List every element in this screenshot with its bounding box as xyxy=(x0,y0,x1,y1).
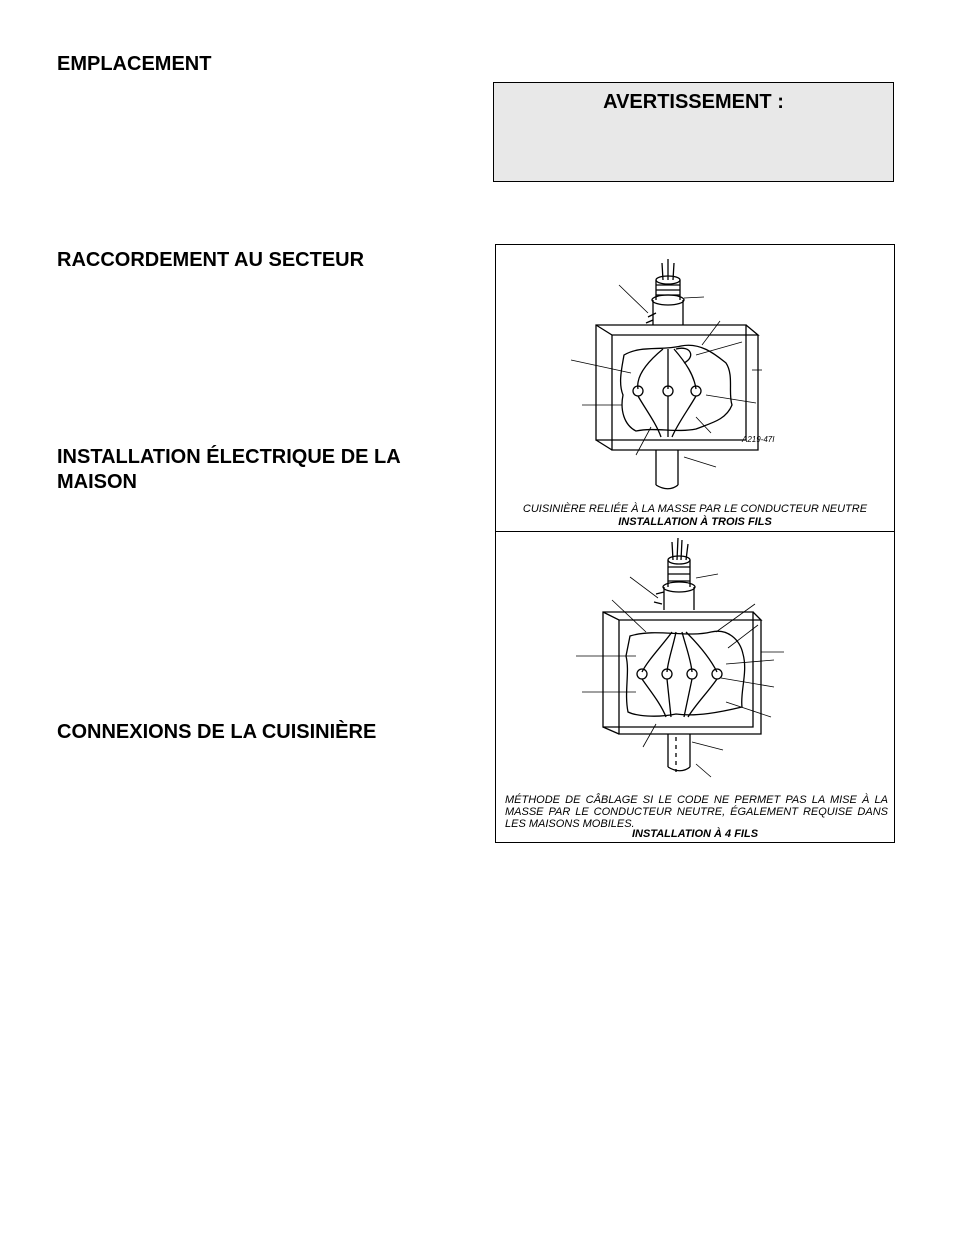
warning-box xyxy=(493,82,894,182)
heading-house-wiring: INSTALLATION ÉLECTRIQUE DE LA MAISON xyxy=(57,446,400,493)
heading-range-connections: CONNEXIONS DE LA CUISINIÈRE xyxy=(57,721,377,743)
three-wire-title: INSTALLATION À TROIS FILS xyxy=(618,516,772,528)
heading-power-connection: RACCORDEMENT AU SECTEUR xyxy=(57,249,365,271)
heading-location: EMPLACEMENT xyxy=(57,53,212,75)
three-wire-diagram xyxy=(496,245,894,495)
wiring-figures xyxy=(495,244,895,843)
four-wire-title: INSTALLATION À 4 FILS xyxy=(631,828,759,840)
four-wire-caption: MÉTHODE DE CÂBLAGE SI LE CODE NE PERMET PAS LA MISE À LA MASSE PAR LE CONDUCTEUR NEUTRE, ÉGALEMENT REQUISE DANS LES MAISONS MOBILES. xyxy=(505,794,888,830)
four-wire-panel xyxy=(496,532,894,842)
four-wire-diagram xyxy=(496,532,894,792)
warning-title: AVERTISSEMENT : xyxy=(603,91,784,113)
three-wire-caption: CUISINIÈRE RELIÉE À LA MASSE PAR LE CONDUCTEUR NEUTRE xyxy=(522,503,868,515)
three-wire-diagram-code: A219-47I xyxy=(742,435,775,444)
three-wire-panel xyxy=(496,245,894,532)
